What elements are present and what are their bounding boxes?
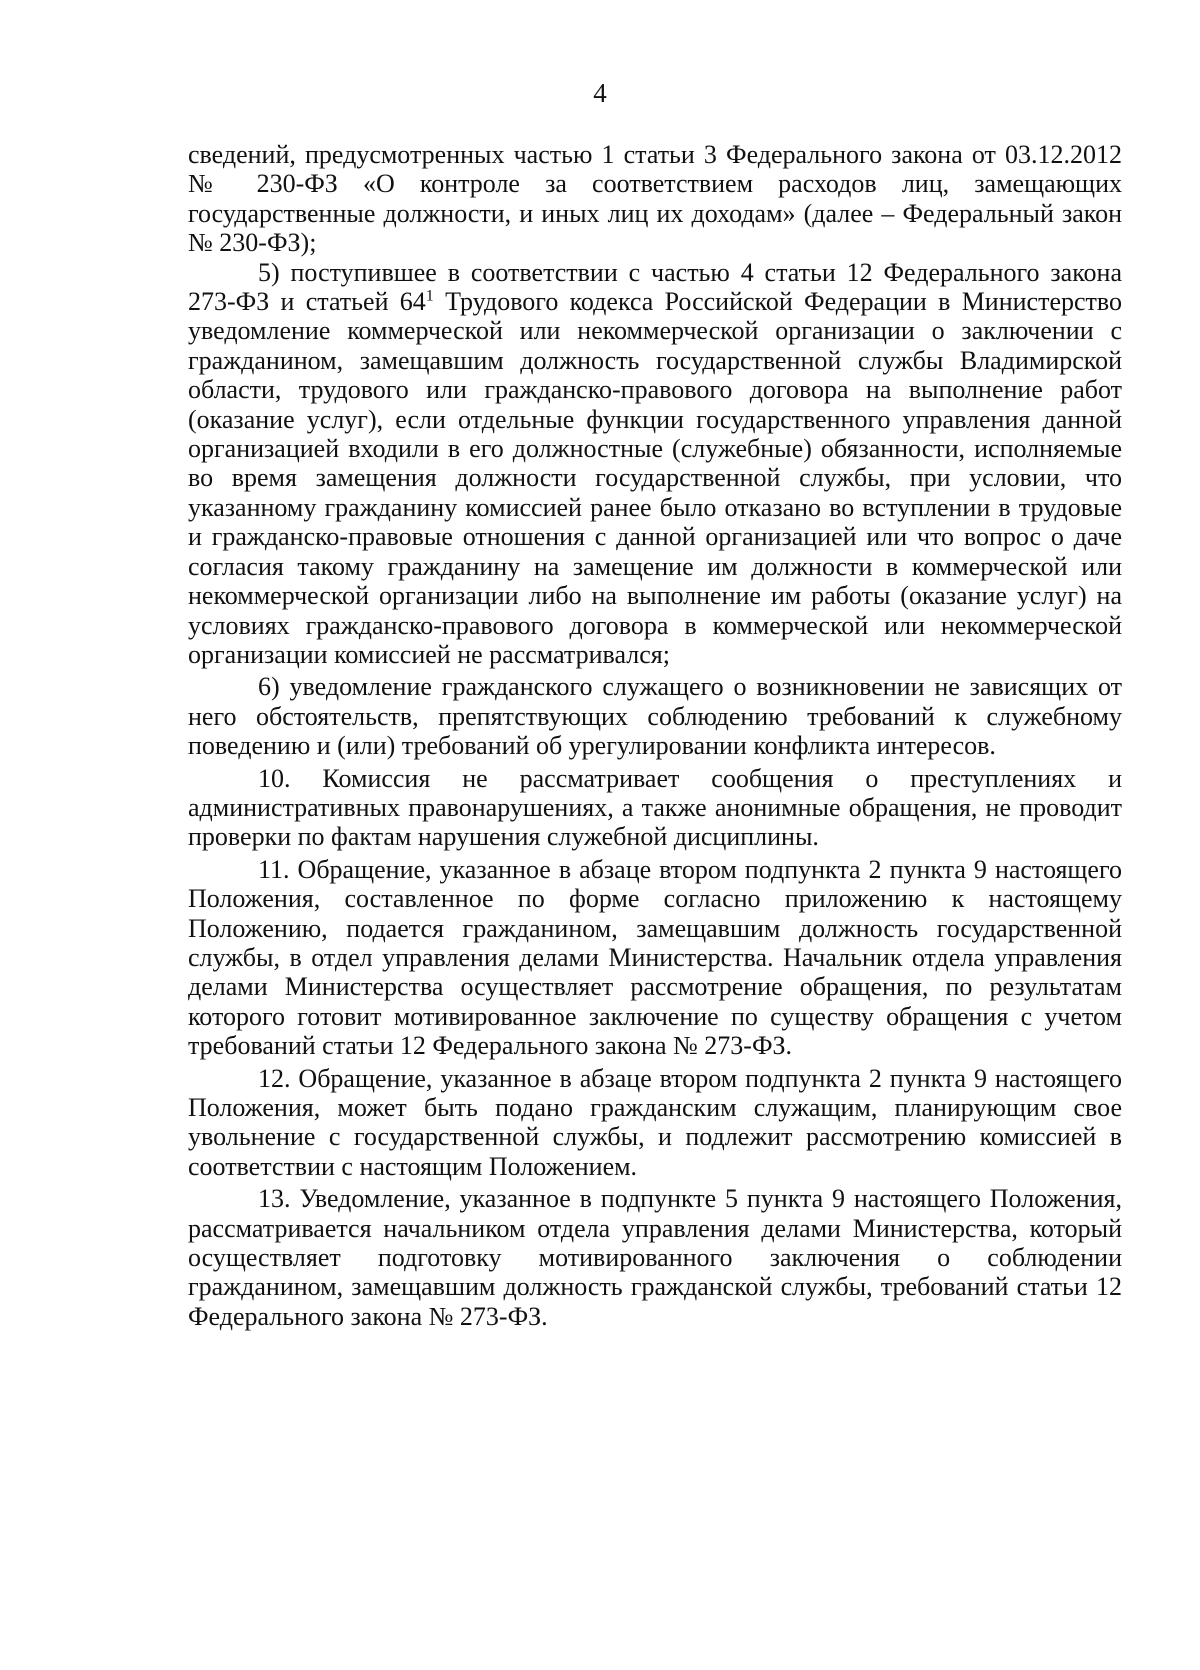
paragraph-item-5-start: 5) поступившее в соответствии с частью 4 статьи 12 Федерального закона 273-ФЗ и статьей 64 — [188, 257, 1122, 317]
paragraph-item-5 — [188, 258, 1122, 670]
paragraph-clause-13: 13. Уведомление, указанное в подпункте 5 пункта 9 настоящего Положения, рассматривается начальником отдела управления делами Министерства, который осуществляет подготовку мотивированного заключения о соблюдении гражданином, замещавшим должность гражданской службы, требований статьи 12 Федерального закона № 273-ФЗ. — [188, 1184, 1122, 1331]
paragraph-clause-12: 12. Обращение, указанное в абзаце втором подпункта 2 пункта 9 настоящего Положения, может быть подано гражданским служащим, планирующим свое увольнение с государственной службы, и подлежит рассмотрению комиссией в соответствии с настоящим Положением. — [188, 1063, 1122, 1181]
page-number: 4 — [593, 78, 607, 108]
superscript-marker: 1 — [425, 287, 434, 305]
paragraph-clause-10: 10. Комиссия не рассматривает сообщения о преступлениях и административных правонарушениях, а также анонимные обращения, не проводит проверки по фактам нарушения служебной дисциплины. — [188, 763, 1122, 852]
paragraph-item-6: 6) уведомление гражданского служащего о возникновении не зависящих от него обстоятельств, препятствующих соблюдению требований к служебному поведению и (или) требований об урегулировании конфликта интересов. — [188, 672, 1122, 761]
paragraph-clause-11: 11. Обращение, указанное в абзаце втором подпункта 2 пункта 9 настоящего Положения, составленное по форме согласно приложению к настоящему Положению, подается гражданином, замещавшим должность государственной службы, в отдел управления делами Министерства. Начальник отдела управления делами Министерства осуществляет рассмотрение обращения, по результатам которого готовит мотивированное заключение по существу обращения с учетом требований статьи 12 Федерального закона № 273-ФЗ. — [188, 854, 1122, 1061]
paragraph-continuation: сведений, предусмотренных частью 1 статьи 3 Федерального закона от 03.12.2012 № 230-ФЗ «О контроле за соответствием расходов лиц, замещающих государственные должности, и иных лиц их доходам» (далее – Федеральный закон № 230-ФЗ); — [188, 140, 1122, 258]
document-body — [188, 140, 1122, 1331]
paragraph-item-5-end: Трудового кодекса Российской Федерации в Министерство уведомление коммерческой или некоммерческой организации о заключении с гражданином, замещавшим должность государственной службы Владимирской области, трудового или гражданско-правового договора на выполнение работ (оказание услуг), если отдельные функции государственного управления данной организацией входили в его должностные (служебные) обязанности, исполняемые во время замещения должности государственной службы, при условии, что указанному гражданину комиссией ранее было отказано во вступлении в трудовые и гражданско-правовые отношения с данной организацией или что вопрос о даче согласия такому гражданину на замещение им должности в коммерческой или некоммерческой организации либо на выполнение им работы (оказание услуг) на условиях гражданско-правового договора в коммерческой или некоммерческой организации комиссией не рассматривался; — [188, 287, 1122, 669]
